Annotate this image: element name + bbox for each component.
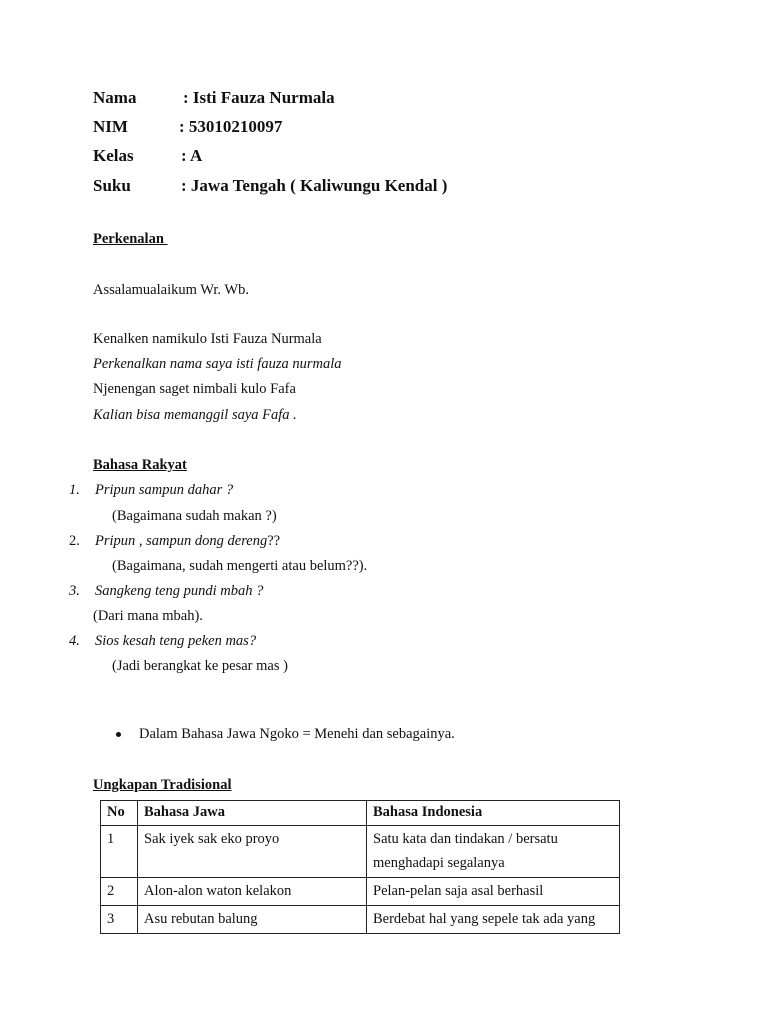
identity-value: : A bbox=[181, 146, 203, 165]
cell-bahasa-indonesia bbox=[367, 906, 620, 934]
identity-value: : 53010210097 bbox=[179, 117, 283, 136]
phrase-text: Pripun sampun dahar ? bbox=[95, 482, 234, 498]
phrase-translation: (Bagaimana sudah makan ?) bbox=[112, 508, 277, 524]
intro-translation: Kalian bisa memanggil saya Fafa . bbox=[93, 407, 297, 423]
header-bahasa-indonesia: Bahasa Indonesia bbox=[367, 801, 620, 826]
phrase-text: Sios kesah teng peken mas? bbox=[95, 633, 257, 649]
phrase-translation: (Dari mana mbah). bbox=[93, 608, 203, 624]
identity-label: NIM bbox=[93, 117, 128, 136]
cell-text-line: Berdebat hal yang sepele tak ada yang bbox=[373, 911, 596, 927]
intro-line: Njenengan saget nimbali kulo Fafa bbox=[93, 381, 296, 397]
phrase-suffix: ?? bbox=[267, 533, 281, 549]
phrase-text: Pripun , sampun dong dereng bbox=[95, 533, 268, 549]
cell-bahasa-jawa: Alon-alon waton kelakon bbox=[138, 878, 367, 906]
phrase-line bbox=[95, 532, 280, 550]
list-number: 1. bbox=[69, 482, 80, 498]
cell-bahasa-indonesia bbox=[367, 826, 620, 878]
perkenalan-heading: Perkenalan bbox=[93, 231, 168, 247]
identity-label: Nama bbox=[93, 88, 137, 107]
phrase-text: Sangkeng teng pundi mbah ? bbox=[95, 583, 264, 599]
bahasa-rakyat-heading: Bahasa Rakyat bbox=[93, 457, 187, 473]
list-number: 3. bbox=[69, 583, 80, 599]
table-header-row bbox=[101, 801, 620, 826]
cell-no: 2 bbox=[101, 878, 138, 906]
identity-value: : Jawa Tengah ( Kaliwungu Kendal ) bbox=[181, 176, 448, 195]
bullet-note: Dalam Bahasa Jawa Ngoko = Menehi dan sebagainya. bbox=[139, 726, 455, 742]
identity-label: Kelas bbox=[93, 146, 134, 165]
table-row bbox=[101, 906, 620, 934]
cell-no: 3 bbox=[101, 906, 138, 934]
intro-translation: Perkenalkan nama saya isti fauza nurmala bbox=[93, 356, 342, 372]
cell-no: 1 bbox=[101, 826, 138, 878]
ungkapan-table bbox=[100, 800, 620, 934]
header-no: No bbox=[101, 801, 138, 826]
cell-bahasa-indonesia: Pelan-pelan saja asal berhasil bbox=[367, 878, 620, 906]
phrase-translation: (Jadi berangkat ke pesar mas ) bbox=[112, 658, 288, 674]
phrase-translation: (Bagaimana, sudah mengerti atau belum??). bbox=[112, 558, 368, 574]
identity-label: Suku bbox=[93, 176, 131, 195]
list-number: 4. bbox=[69, 633, 80, 649]
list-number: 2. bbox=[69, 533, 80, 549]
cell-text-line: menghadapi segalanya bbox=[373, 855, 505, 871]
table-row bbox=[101, 826, 620, 878]
cell-bahasa-jawa: Asu rebutan balung bbox=[138, 906, 367, 934]
identity-value: : Isti Fauza Nurmala bbox=[183, 88, 335, 107]
table-row bbox=[101, 878, 620, 906]
greeting-text: Assalamualaikum Wr. Wb. bbox=[93, 282, 249, 298]
cell-bahasa-jawa: Sak iyek sak eko proyo bbox=[138, 826, 367, 878]
bullet-icon bbox=[116, 732, 121, 737]
ungkapan-heading: Ungkapan Tradisional bbox=[93, 777, 232, 793]
cell-text-line: Satu kata dan tindakan / bersatu bbox=[373, 831, 558, 847]
header-bahasa-jawa: Bahasa Jawa bbox=[138, 801, 367, 826]
intro-line: Kenalken namikulo Isti Fauza Nurmala bbox=[93, 331, 322, 347]
